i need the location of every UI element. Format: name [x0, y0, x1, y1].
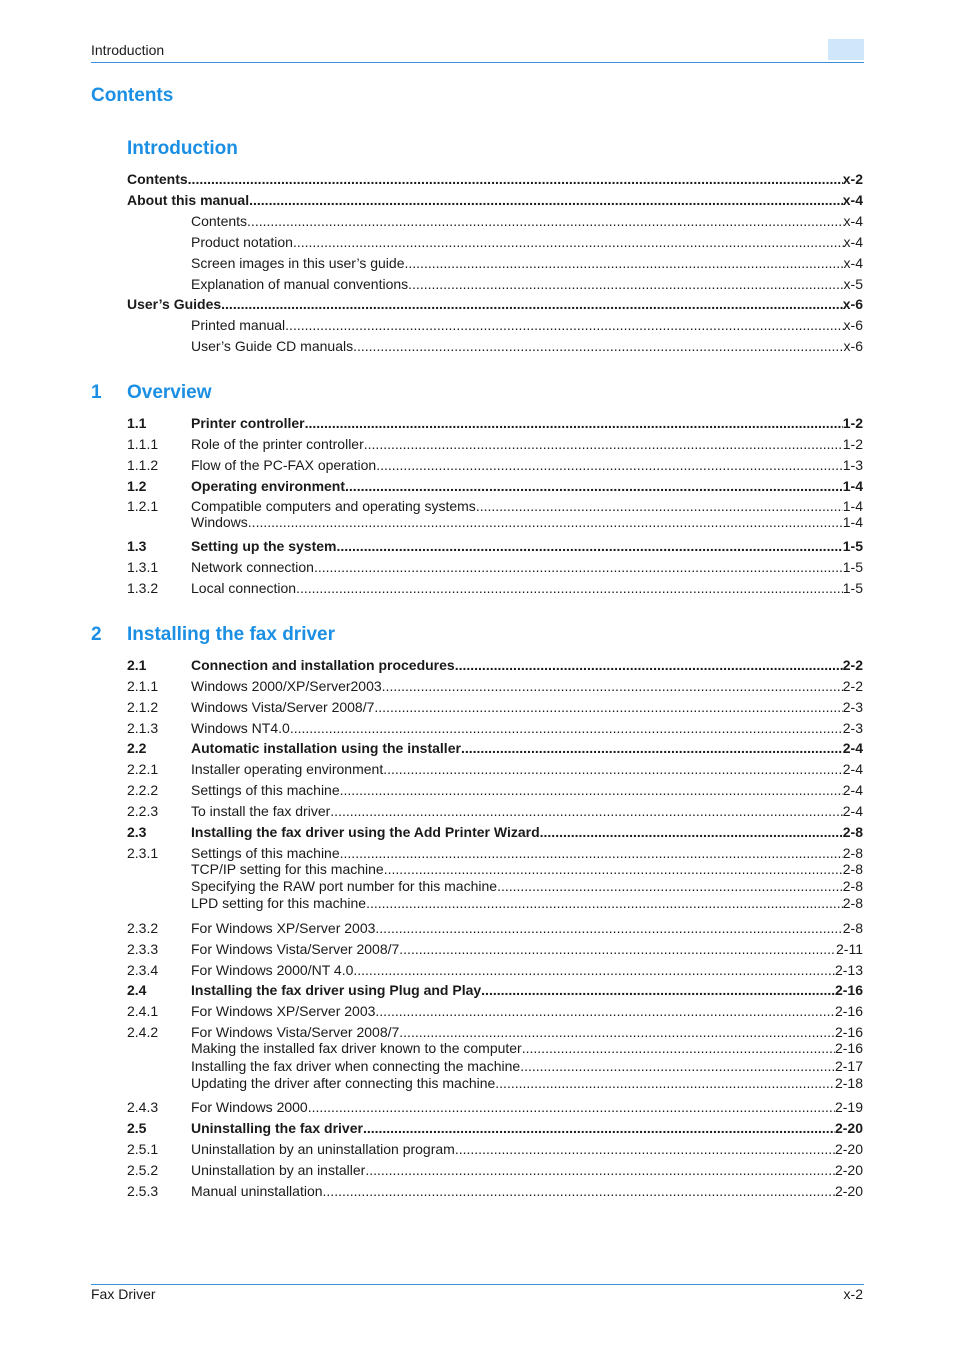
toc-entry[interactable] — [0, 1003, 954, 1020]
toc-entry-title: User’s Guides — [127, 296, 222, 312]
toc-entry-page: 2-8 — [842, 861, 863, 877]
dot-leader — [382, 678, 843, 695]
chapter-heading — [0, 382, 954, 406]
toc-entry-number: 2.5 — [127, 1120, 147, 1136]
toc-entry-title: Uninstallation by an installer — [191, 1162, 366, 1178]
toc-entry[interactable] — [0, 941, 954, 958]
dot-leader — [495, 1075, 835, 1092]
dot-leader — [364, 436, 843, 453]
toc-entry-title: Installing the fax driver using Plug and Play — [191, 982, 482, 998]
toc-entry-page: 2-4 — [842, 740, 863, 756]
toc-entry-page: 1-5 — [842, 580, 863, 596]
dot-leader — [285, 317, 843, 334]
toc-entry-leader — [127, 296, 863, 313]
dot-leader — [399, 941, 836, 958]
toc-entry-title: Making the installed fax driver known to the computer — [191, 1040, 522, 1056]
toc-entry-title: Contents — [127, 171, 188, 187]
toc-entry-page: 2-4 — [842, 803, 863, 819]
toc-entry[interactable] — [0, 255, 954, 272]
dot-leader — [365, 1162, 835, 1179]
toc-entry-page: x-2 — [842, 171, 863, 187]
toc-entry-number: 2.5.2 — [127, 1162, 159, 1178]
toc-entry-title: Compatible computers and operating systems — [191, 498, 476, 514]
toc-entry-number: 1.3.1 — [127, 559, 159, 575]
toc-entry-title: Explanation of manual conventions — [191, 276, 409, 292]
toc-entry[interactable] — [0, 1075, 954, 1092]
toc-entry-leader — [191, 1040, 863, 1057]
toc-entry-leader — [191, 678, 863, 695]
toc-entry-title: For Windows Vista/Server 2008/7 — [191, 1024, 400, 1040]
dot-leader — [383, 761, 843, 778]
toc-entry[interactable] — [0, 1141, 954, 1158]
toc-entry-leader — [191, 213, 863, 230]
toc-entry-page: 1-5 — [842, 559, 863, 575]
toc-entry[interactable] — [0, 920, 954, 937]
toc-entry-page: 2-16 — [834, 1024, 863, 1040]
toc-entry-leader — [191, 657, 863, 674]
toc-entry-page: 2-8 — [842, 824, 863, 840]
dot-leader — [374, 699, 842, 716]
toc-entry-title: Windows NT4.0 — [191, 720, 290, 736]
toc-entry-leader — [191, 276, 863, 293]
dot-leader — [345, 478, 843, 495]
toc-entry[interactable] — [0, 1058, 954, 1075]
toc-entry-title: Settings of this machine — [191, 845, 340, 861]
toc-entry-leader — [191, 782, 863, 799]
toc-entry-number: 2.1.1 — [127, 678, 159, 694]
toc-entry-page: x-6 — [842, 296, 863, 312]
toc-entry-leader — [191, 824, 863, 841]
toc-entry[interactable] — [0, 415, 954, 432]
header-rule — [91, 62, 864, 63]
toc-entry-number: 2.4.2 — [127, 1024, 159, 1040]
dot-leader — [305, 415, 843, 432]
running-header: Introduction — [91, 42, 165, 58]
dot-leader — [461, 740, 843, 757]
toc-entry-page: 2-4 — [842, 761, 863, 777]
toc-entry-leader — [191, 436, 863, 453]
toc-entry-leader — [191, 1141, 863, 1158]
toc-entry-leader — [191, 982, 863, 999]
toc-entry-title: Uninstallation by an uninstallation program — [191, 1141, 455, 1157]
toc-entry[interactable] — [0, 457, 954, 474]
toc-entry-leader — [191, 1183, 863, 1200]
toc-entry[interactable] — [0, 276, 954, 293]
toc-entry-number: 2.3.3 — [127, 941, 159, 957]
dot-leader — [455, 1141, 835, 1158]
toc-entry-page: 2-20 — [834, 1162, 863, 1178]
toc-entry-leader — [191, 1075, 863, 1092]
toc-entry-page: 2-2 — [842, 678, 863, 694]
toc-entry-page: 1-3 — [842, 457, 863, 473]
toc-entry-page: x-5 — [843, 276, 863, 292]
toc-entry[interactable] — [0, 740, 954, 757]
toc-entry-leader — [191, 457, 863, 474]
toc-entry-number: 2.2.2 — [127, 782, 159, 798]
toc-entry-title: Printed manual — [191, 317, 286, 333]
toc-entry-number: 2.5.3 — [127, 1183, 159, 1199]
dot-leader — [376, 457, 843, 474]
toc-entry-number: 2.5.1 — [127, 1141, 159, 1157]
toc-entry-page: 2-11 — [836, 941, 863, 957]
toc-entry-number: 2.2.1 — [127, 761, 159, 777]
toc-entry-leader — [191, 514, 863, 531]
toc-entry-title: Uninstalling the fax driver — [191, 1120, 363, 1136]
toc-entry-leader — [191, 861, 863, 878]
toc-entry-number: 1.1.1 — [127, 436, 159, 452]
toc-entry-page: x-4 — [843, 255, 863, 271]
toc-entry-number: 1.1.2 — [127, 457, 159, 473]
chapter-title: Overview — [127, 382, 212, 403]
toc-entry-number: 1.2 — [127, 478, 147, 494]
toc-entry-page: 2-2 — [842, 657, 863, 673]
dot-leader — [330, 803, 842, 820]
toc-entry-leader — [191, 234, 863, 251]
toc-entry-leader — [191, 895, 863, 912]
toc-entry[interactable] — [0, 678, 954, 695]
toc-entry-page: 2-16 — [834, 982, 863, 998]
toc-entry-title: Installing the fax driver using the Add Printer Wizard — [191, 824, 540, 840]
chapter-number: 1 — [91, 382, 102, 403]
toc-entry-leader — [191, 1162, 863, 1179]
toc-entry-page: 2-16 — [834, 1040, 863, 1056]
toc-entry-number: 2.4 — [127, 982, 147, 998]
dot-leader — [340, 845, 843, 862]
toc-entry-page: 2-20 — [834, 1183, 863, 1199]
footer-page-number: x-2 — [843, 1286, 863, 1302]
dot-leader — [353, 338, 843, 355]
toc-entry-leader — [191, 699, 863, 716]
toc-entry-page: 1-5 — [842, 538, 863, 554]
toc-entry[interactable] — [0, 845, 954, 862]
toc-entry-leader — [191, 941, 863, 958]
toc-entry-page: 2-3 — [842, 699, 863, 715]
dot-leader — [340, 782, 843, 799]
dot-leader — [522, 1040, 835, 1057]
dot-leader — [399, 1024, 835, 1041]
toc-entry-number: 2.2.3 — [127, 803, 159, 819]
toc-entry-title: Manual uninstallation — [191, 1183, 323, 1199]
toc-entry-leader — [191, 538, 863, 555]
toc-entry[interactable] — [0, 803, 954, 820]
toc-entry[interactable] — [0, 317, 954, 334]
dot-leader — [405, 255, 844, 272]
dot-leader — [314, 559, 843, 576]
toc-entry[interactable] — [0, 720, 954, 737]
toc-entry-page: x-4 — [843, 234, 863, 250]
toc-entry-number: 2.1.2 — [127, 699, 159, 715]
toc-entry-leader — [191, 720, 863, 737]
toc-entry[interactable] — [0, 1162, 954, 1179]
toc-entry-title: About this manual — [127, 192, 250, 208]
toc-entry-page: 2-19 — [834, 1099, 863, 1115]
toc-entry-number: 1.2.1 — [127, 498, 159, 514]
toc-entry-title: Settings of this machine — [191, 782, 340, 798]
toc-entry-number: 2.3 — [127, 824, 147, 840]
toc-entry-leader — [127, 171, 863, 188]
toc-entry-page: 2-8 — [842, 878, 863, 894]
toc-entry-leader — [191, 1120, 863, 1137]
toc-entry-leader — [191, 338, 863, 355]
toc-entry-title: Automatic installation using the installer — [191, 740, 461, 756]
dot-leader — [520, 1058, 835, 1075]
toc-entry-page: 2-8 — [842, 845, 863, 861]
toc-entry-page: 2-20 — [834, 1120, 863, 1136]
dot-leader — [293, 234, 844, 251]
toc-entry-page: 1-4 — [842, 498, 863, 514]
dot-leader — [221, 296, 843, 313]
toc-entry-title: For Windows XP/Server 2003 — [191, 1003, 376, 1019]
toc-entry-page: x-6 — [843, 317, 863, 333]
toc-entry[interactable] — [0, 982, 954, 999]
toc-entry[interactable] — [0, 171, 954, 188]
header-tab-marker — [828, 39, 864, 60]
toc-entry[interactable] — [0, 1183, 954, 1200]
toc-entry-title: Contents — [191, 213, 248, 229]
toc-entry-page: 2-18 — [834, 1075, 863, 1091]
dot-leader — [455, 657, 843, 674]
toc-entry-page: 1-4 — [842, 478, 863, 494]
chapter-heading — [0, 138, 954, 162]
dot-leader — [408, 276, 843, 293]
toc-entry-page: 2-17 — [834, 1058, 863, 1074]
footer-rule — [91, 1284, 864, 1285]
toc-entry-leader — [191, 317, 863, 334]
toc-entry-page: x-4 — [842, 192, 863, 208]
footer-document-name: Fax Driver — [91, 1286, 156, 1302]
chapter-heading — [0, 624, 954, 648]
toc-entry-title: Product notation — [191, 234, 293, 250]
toc-entry-title: For Windows XP/Server 2003 — [191, 920, 376, 936]
toc-entry[interactable] — [0, 296, 954, 313]
toc-entry-title: LPD setting for this machine — [191, 895, 367, 911]
toc-entry[interactable] — [0, 514, 954, 531]
toc-entry-title: Updating the driver after connecting this machine — [191, 1075, 496, 1091]
dot-leader — [290, 720, 843, 737]
toc-entry-number: 2.3.2 — [127, 920, 159, 936]
toc-entry[interactable] — [0, 478, 954, 495]
toc-entry-title: Local connection — [191, 580, 297, 596]
toc-entry-page: x-6 — [843, 338, 863, 354]
dot-leader — [248, 514, 843, 531]
toc-entry-leader — [191, 1024, 863, 1041]
toc-entry-leader — [191, 498, 863, 515]
toc-entry-leader — [127, 192, 863, 209]
toc-entry[interactable] — [0, 213, 954, 230]
toc-entry-leader — [191, 962, 863, 979]
toc-entry-leader — [191, 580, 863, 597]
toc-entry-title: Installing the fax driver when connecting the machine — [191, 1058, 521, 1074]
toc-entry-page: 2-20 — [834, 1141, 863, 1157]
toc-entry-page: 2-16 — [834, 1003, 863, 1019]
toc-entry[interactable] — [0, 559, 954, 576]
toc-entry[interactable] — [0, 861, 954, 878]
toc-entry-title: To install the fax driver — [191, 803, 331, 819]
chapter-title: Introduction — [127, 138, 238, 159]
toc-entry[interactable] — [0, 538, 954, 555]
dot-leader — [375, 920, 842, 937]
toc-entry-title: Windows Vista/Server 2008/7 — [191, 699, 375, 715]
toc-entry[interactable] — [0, 761, 954, 778]
toc-entry-title: For Windows 2000 — [191, 1099, 308, 1115]
toc-entry-title: Flow of the PC-FAX operation — [191, 457, 377, 473]
toc-entry-page: 2-8 — [842, 920, 863, 936]
toc-entry-title: Printer controller — [191, 415, 305, 431]
dot-leader — [353, 962, 835, 979]
dot-leader — [366, 895, 843, 912]
chapter-number: 2 — [91, 624, 102, 645]
toc-entry-title: Installer operating environment — [191, 761, 384, 777]
toc-entry-number: 1.3 — [127, 538, 147, 554]
toc-entry-number: 2.4.3 — [127, 1099, 159, 1115]
dot-leader — [540, 824, 843, 841]
toc-entry-title: Specifying the RAW port number for this machine — [191, 878, 498, 894]
toc-entry-title: For Windows Vista/Server 2008/7 — [191, 941, 400, 957]
dot-leader — [375, 1003, 835, 1020]
dot-leader — [249, 192, 843, 209]
toc-entry[interactable] — [0, 962, 954, 979]
page-title: Contents — [91, 85, 174, 106]
toc-entry-number: 2.3.1 — [127, 845, 159, 861]
toc-entry[interactable] — [0, 895, 954, 912]
toc-entry-number: 1.1 — [127, 415, 147, 431]
toc-entry[interactable] — [0, 1024, 954, 1041]
toc-entry-number: 2.1 — [127, 657, 147, 673]
toc-entry[interactable] — [0, 782, 954, 799]
toc-entry-leader — [191, 1058, 863, 1075]
toc-entry-number: 2.2 — [127, 740, 147, 756]
toc-entry-leader — [191, 559, 863, 576]
toc-entry-leader — [191, 845, 863, 862]
toc-entry-leader — [191, 878, 863, 895]
toc-entry-page: 1-2 — [842, 415, 863, 431]
toc-entry-leader — [191, 1003, 863, 1020]
toc-entry-leader — [191, 1099, 863, 1116]
toc-entry-title: User’s Guide CD manuals — [191, 338, 354, 354]
dot-leader — [384, 861, 843, 878]
toc-entry-leader — [191, 740, 863, 757]
toc-entry[interactable] — [0, 1040, 954, 1057]
toc-entry[interactable] — [0, 699, 954, 716]
dot-leader — [323, 1183, 835, 1200]
dot-leader — [188, 171, 843, 188]
dot-leader — [363, 1120, 835, 1137]
toc-entry-title: Operating environment — [191, 478, 346, 494]
toc-entry-page: 2-4 — [842, 782, 863, 798]
toc-entry[interactable] — [0, 234, 954, 251]
toc-entry-leader — [191, 478, 863, 495]
toc-entry[interactable] — [0, 1099, 954, 1116]
toc-entry-title: Setting up the system — [191, 538, 337, 554]
toc-entry-number: 2.3.4 — [127, 962, 159, 978]
dot-leader — [336, 538, 842, 555]
dot-leader — [308, 1099, 835, 1116]
toc-entry[interactable] — [0, 436, 954, 453]
toc-entry-leader — [191, 415, 863, 432]
toc-entry-title: TCP/IP setting for this machine — [191, 861, 384, 877]
toc-entry[interactable] — [0, 657, 954, 674]
toc-entry[interactable] — [0, 1120, 954, 1137]
toc-entry-leader — [191, 255, 863, 272]
dot-leader — [247, 213, 844, 230]
dot-leader — [476, 498, 843, 515]
toc-entry-page: x-4 — [843, 213, 863, 229]
toc-entry-title: Windows — [191, 514, 248, 530]
toc-entry-title: Windows 2000/XP/Server2003 — [191, 678, 382, 694]
toc-entry[interactable] — [0, 192, 954, 209]
toc-entry-number: 1.3.2 — [127, 580, 159, 596]
toc-entry-title: Network connection — [191, 559, 314, 575]
toc-entry-leader — [191, 761, 863, 778]
toc-entry-page: 2-3 — [842, 720, 863, 736]
toc-entry[interactable] — [0, 338, 954, 355]
toc-entry-page: 2-13 — [834, 962, 863, 978]
toc-entry-title: Connection and installation procedures — [191, 657, 455, 673]
toc-entry-number: 2.1.3 — [127, 720, 159, 736]
dot-leader — [481, 982, 835, 999]
toc-entry-leader — [191, 920, 863, 937]
toc-entry-page: 1-2 — [842, 436, 863, 452]
toc-entry[interactable] — [0, 498, 954, 515]
chapter-title: Installing the fax driver — [127, 624, 335, 645]
dot-leader — [296, 580, 843, 597]
toc-entry-title: Screen images in this user’s guide — [191, 255, 405, 271]
toc-entry-number: 2.4.1 — [127, 1003, 159, 1019]
toc-entry[interactable] — [0, 580, 954, 597]
toc-entry-leader — [191, 803, 863, 820]
toc-entry-page: 2-8 — [842, 895, 863, 911]
toc-entry-page: 1-4 — [842, 514, 863, 530]
toc-entry[interactable] — [0, 824, 954, 841]
dot-leader — [497, 878, 843, 895]
toc-entry-title: For Windows 2000/NT 4.0 — [191, 962, 354, 978]
toc-entry-title: Role of the printer controller — [191, 436, 364, 452]
toc-entry[interactable] — [0, 878, 954, 895]
